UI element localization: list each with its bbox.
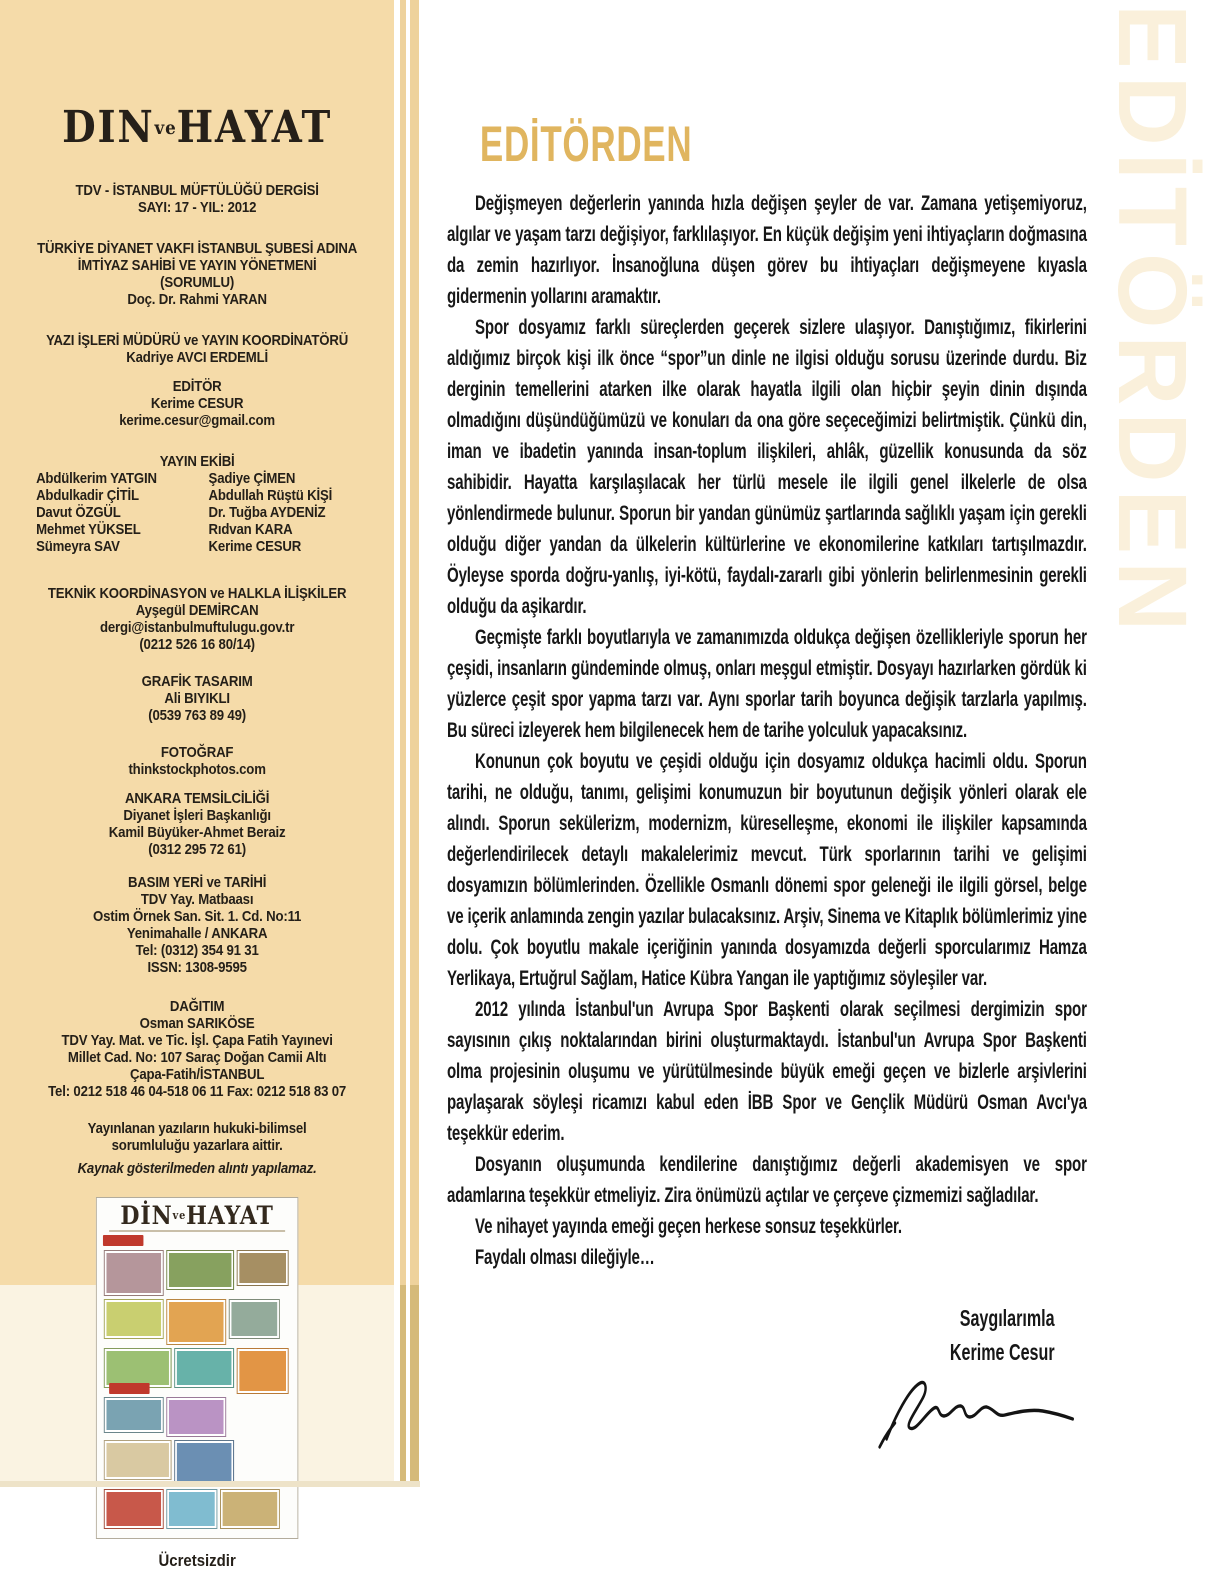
editorial-team-block <box>9 453 386 555</box>
editor-block <box>9 378 386 429</box>
print-house-line: Yenimahalle / ANKARA <box>126 925 268 942</box>
team-member: Kerime CESUR <box>208 538 302 555</box>
team-member: Davut ÖZGÜL <box>36 504 121 521</box>
citation-notice: Kaynak gösterilmeden alıntı yapılamaz. <box>77 1160 317 1177</box>
editorial-team-heading: YAYIN EKİBİ <box>159 453 235 470</box>
graphic-design-line: GRAFİK TASARIM <box>141 673 253 690</box>
editorial-paragraph: 2012 yılında İstanbul'un Avrupa Spor Başkenti olarak seçilmesi dergimizin spor sayısının çıkış noktalarından birini oluşturmaktaydı. İstanbul'un Avrupa Spor Başkenti olma projesinin oluşumu ve yürütülmesinde büyük emeği geçen ve bizlerle arşivlerini paylaşarak söyleşi ricamızı kabul eden İBB Spor ve Gençlik Müdürü Osman Avcı'ya teşekkür ederim. <box>447 997 1087 1145</box>
legal-disclaimer-line: sorumluluğu yazarlara aittir. <box>111 1137 283 1154</box>
owner-line: İMTİYAZ SAHİBİ VE YAYIN YÖNETMENİ <box>77 257 317 274</box>
distribution-line: Osman SARIKÖSE <box>139 1015 255 1032</box>
editorial-paragraph: Konunun çok boyutu ve çeşidi olduğu için dosyamız oldukça hacimli oldu. Sporun tarihi, ne olduğu, tanımı, gelişimi konumuzun bir boyutunun değişik yönleri olarak ele alındı. Sporun sekülerizm, modernizm, küreselleşme, ekonomi ile ilişkiler kapsamında değerlendirilecek detaylı makalelerimiz mevcut. Türk sporlarının tarihi ve gelişimi dosyamızın bölümlerinden. Özellikle Osmanlı dönemi spor geleneği ile ilgili görsel, belge ve içerik anlamında zengin yazılar bulacaksınız. Arşiv, Sinema ve Kitaplık bölümlerimiz yine dolu. Çok boyutlu makale içeriğinin yanında dosyamızda değerli sporcularımız Hamza Yerlikaya, Ertuğrul Sağlam, Hatice Kübra Yangan ile yaptığımız söyleşiler var. <box>447 749 1087 990</box>
stamp <box>166 1299 226 1345</box>
cover-masthead-ve: ve <box>172 1209 187 1222</box>
closing-author-name: Kerime Cesur <box>949 1339 1055 1365</box>
print-house-line: TDV Yay. Matbaası <box>140 891 254 908</box>
managing-editor-block <box>9 332 386 366</box>
divider-stripe-thick <box>410 0 419 1487</box>
editorial-body <box>447 188 1087 1273</box>
stamp <box>103 1397 163 1433</box>
editorial-paragraph: Geçmişte farklı boyutlarıyla ve zamanımızda oldukça değişen özellikleriyle sporun her çeşidi, insanların gündeminde olmuş, onları meşgul etmiştir. Dosyayı hazırlarken gördük ki yüzlerce çeşit spor yapma tarzı var. Aynı sporlar tarih boyunca değişik tarzlarla yapılmış. Bu süreci izleyerek hem bilgilenecek hem de tarihe yolculuk yapacaksınız. <box>447 625 1087 742</box>
ankara-office-line: Diyanet İşleri Başkanlığı <box>123 807 271 824</box>
stamp <box>174 1348 234 1388</box>
masthead-sidebar <box>0 0 394 1570</box>
closing-block <box>447 1301 1087 1369</box>
photography-block <box>9 744 386 778</box>
legal-disclaimer-block <box>9 1120 386 1154</box>
editorial-paragraph: Değişmeyen değerlerin yanında hızla değişen şeyler de var. Zamana yetişemiyoruz, algılar ve yaşam tarzı değişiyor, farklılaşıyor. En küçük değişim yeni ihtiyaçların doğmasına da zemin hazırlıyor. İnsanoğluna düşen görev bu ihtiyaçları değişmeyene kıyasla gidermenin yollarını aramaktır. <box>447 191 1087 308</box>
magazine-cover-thumbnail <box>96 1197 298 1539</box>
team-member: Abdullah Rüştü KİŞİ <box>208 487 333 504</box>
print-house-line: Ostim Örnek San. Sit. 1. Cd. No:11 <box>93 908 302 925</box>
cover-subtitle-rule <box>109 1230 285 1232</box>
issue-line: SAYI: 17 - YIL: 2012 <box>137 199 257 216</box>
stamp <box>220 1489 280 1529</box>
cover-secondary-badge <box>109 1383 149 1394</box>
distribution-line: DAĞITIM <box>169 998 225 1015</box>
ankara-office-block <box>9 790 386 858</box>
cover-masthead-din: DİN <box>120 1201 173 1230</box>
team-member: Mehmet YÜKSEL <box>36 521 141 538</box>
stamp <box>103 1489 163 1529</box>
cover-masthead-hayat: HAYAT <box>186 1201 274 1230</box>
print-house-block <box>9 874 386 976</box>
graphic-design-block <box>9 673 386 724</box>
managing-editor-line: Kadriye AVCI ERDEMLİ <box>126 349 268 366</box>
stamp <box>166 1250 234 1290</box>
stamp <box>103 1250 163 1296</box>
ankara-office-line: Kamil Büyüker-Ahmet Beraiz <box>108 824 286 841</box>
legal-disclaimer-line: Yayınlanan yazıların hukuki-bilimsel <box>87 1120 307 1137</box>
magazine-logo <box>9 104 386 152</box>
logo-part-din: DIN <box>62 102 155 153</box>
owner-line: TÜRKİYE DİYANET VAKFI İSTANBUL ŞUBESİ ADINA <box>37 240 358 257</box>
technical-coordination-line: Ayşegül DEMİRCAN <box>135 602 259 619</box>
owner-line: (SORUMLU) <box>160 274 235 291</box>
issue-line: TDV - İSTANBUL MÜFTÜLÜĞÜ DERGİSİ <box>75 182 319 199</box>
editor-line: EDİTÖR <box>172 378 222 395</box>
stamp <box>166 1489 217 1529</box>
distribution-line: Millet Cad. No: 107 Saraç Doğan Camii Altı <box>67 1049 327 1066</box>
team-column-left <box>36 470 186 555</box>
editor-line: kerime.cesur@gmail.com <box>119 412 275 429</box>
vertical-section-watermark: EDİTÖRDEN <box>1098 4 1207 639</box>
team-member: Rıdvan KARA <box>208 521 293 538</box>
stamp <box>228 1299 279 1339</box>
logo-part-hayat: HAYAT <box>176 102 333 153</box>
editorial-column <box>447 118 1087 1456</box>
editorial-team-columns <box>9 470 386 555</box>
distribution-line: Çapa-Fatih/İSTANBUL <box>129 1066 265 1083</box>
team-member: Abdülkerim YATGIN <box>36 470 157 487</box>
editorial-paragraph: Ve nihayet yayında emeği geçen herkese sonsuz teşekkürler. <box>475 1214 902 1238</box>
stamp <box>237 1250 288 1286</box>
technical-coordination-line: TEKNİK KOORDİNASYON ve HALKLA İLİŞKİLER <box>47 585 347 602</box>
editorial-paragraph: Spor dosyamız farklı süreçlerden geçerek sizlere ulaşıyor. Danıştığımız, fikirlerini aldığımız birçok kişi ilk önce “spor”un dinle ne ilgisi olduğu sorusu üzerinde durdu. Biz derginin temellerini atarken ilke olarak hayatla ilgili olan hiçbir şeyin dinin dışında olmadığını düşündüğümüzü ve konuları da ona göre seçeceğimizi belirtmiştik. Çünkü din, iman ve ibadetin yanında insan-toplum ilişkileri, ahlâk, güzellik konusunda da söz sahibidir. Hayatta karşılaşılacak her türlü mesele ile ilgili genel ilkelerle de olsa yönlendirmede bulunur. Sporun bir yandan günümüz şartlarında sağlıklı yaşam için gerekli olduğu diğer yandan da ülkelerin kültürlerine ve ekonomilerine katkıları tartışılmazdır. Öyleyse sporda doğru-yanlış, iyi-kötü, faydalı-zararlı gibi yönlerin belirlenmesinin gerekli olduğu da aşikardır. <box>447 315 1087 618</box>
free-of-charge-label: Ücretsizdir <box>158 1551 236 1570</box>
issue-info <box>9 182 386 216</box>
owner-block <box>9 240 386 308</box>
cover-issue-badge <box>103 1235 143 1246</box>
photography-line: FOTOĞRAF <box>160 744 234 761</box>
distribution-block <box>9 998 386 1100</box>
graphic-design-line: (0539 763 89 49) <box>148 707 246 724</box>
editorial-paragraph: Dosyanın oluşumunda kendilerine danıştığımız değerli akademisyen ve spor adamlarına teşekkür etmeliyiz. Zira önümüzü açtılar ve çerçeve çizmemizi sağladılar. <box>447 1152 1087 1207</box>
stamp <box>237 1348 288 1394</box>
team-column-right <box>209 470 359 555</box>
ankara-office-line: ANKARA TEMSİLCİLİĞİ <box>124 790 270 807</box>
print-house-line: BASIM YERİ ve TARİHİ <box>127 874 267 891</box>
logo-part-ve: ve <box>154 117 177 139</box>
distribution-line: TDV Yay. Mat. ve Tic. İşl. Çapa Fatih Yayınevi <box>61 1032 333 1049</box>
distribution-line: Tel: 0212 518 46 04-518 06 11 Fax: 0212 518 83 07 <box>48 1083 347 1100</box>
divider-stripe-thin <box>400 0 406 1487</box>
technical-coordination-line: dergi@istanbulmuftulugu.gov.tr <box>99 619 295 636</box>
managing-editor-line: YAZI İŞLERİ MÜDÜRÜ ve YAYIN KOORDİNATÖRÜ <box>46 332 349 349</box>
technical-coordination-line: (0212 526 16 80/14) <box>139 636 255 653</box>
stamp <box>166 1397 226 1437</box>
ankara-office-line: (0312 295 72 61) <box>148 841 246 858</box>
team-member: Sümeyra SAV <box>36 538 120 555</box>
handwritten-signature-graphic <box>867 1373 1077 1451</box>
cover-masthead <box>102 1203 292 1229</box>
stamp <box>103 1440 171 1480</box>
team-member: Abdulkadir ÇİTİL <box>36 487 139 504</box>
editor-line: Kerime CESUR <box>150 395 244 412</box>
print-house-line: ISSN: 1308-9595 <box>147 959 247 976</box>
graphic-design-line: Ali BIYIKLI <box>164 690 230 707</box>
page-bottom-edge <box>0 1481 420 1487</box>
stamp <box>103 1348 171 1388</box>
owner-line: Doç. Dr. Rahmi YARAN <box>127 291 267 308</box>
photography-line: thinkstockphotos.com <box>128 761 266 778</box>
team-member: Şadiye ÇİMEN <box>208 470 296 487</box>
editorial-condensed-wrap <box>447 118 1087 1456</box>
stamp <box>103 1299 163 1339</box>
signature-area <box>447 1373 1087 1456</box>
page-title: EDİTÖRDEN <box>479 116 693 172</box>
masthead-content <box>0 0 394 1571</box>
team-member: Dr. Tuğba AYDENİZ <box>208 504 326 521</box>
technical-coordination-block <box>9 585 386 653</box>
editorial-paragraph: Faydalı olması dileğiyle… <box>475 1245 655 1269</box>
print-house-line: Tel: (0312) 354 91 31 <box>135 942 259 959</box>
closing-regards: Saygılarımla <box>959 1305 1055 1331</box>
stamp <box>174 1440 234 1486</box>
